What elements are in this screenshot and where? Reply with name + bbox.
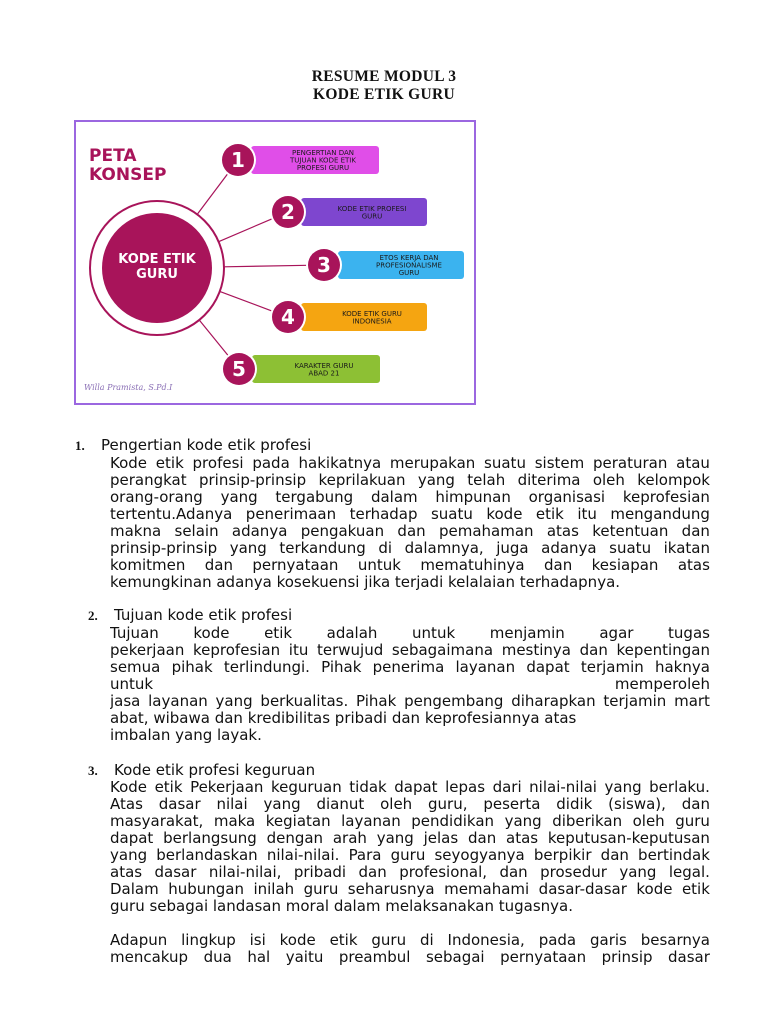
s3-line: Kode etik Pekerjaan keguruan tidak dapat lepas dari nilai-nilai yang berlaku.: [110, 779, 710, 796]
section-3-number: 3.: [88, 763, 98, 778]
section-2-body: [110, 625, 710, 744]
topic-label: TUJUAN KODE ETIK: [290, 156, 356, 165]
topic-label: ETOS KERJA DAN: [379, 254, 439, 262]
number-badge-label: 1: [231, 148, 245, 172]
center-label: KODE ETIK: [118, 252, 196, 267]
section-3-body: [110, 779, 710, 915]
document-subtitle: KODE ETIK GURU: [313, 86, 455, 103]
s3-line: Dalam hubungan inilah guru seharusnya memahami dasar-dasar kode etik: [110, 881, 710, 898]
concept-map-figure: [74, 120, 476, 405]
section-2-heading: [88, 606, 292, 625]
s1-line: kemungkinan adanya kosekuensi jika terjadi kelalaian terhadapnya.: [110, 574, 621, 591]
s3-line: guru sebagai landasan moral dalam melaksanakan tugasnya.: [110, 898, 574, 915]
s2-line: jasa layanan yang berkualitas. Pihak pengembang diharapkan terjamin mart: [110, 693, 710, 710]
s2-line: abat, wibawa dan kredibilitas pribadi dan keprofesiannya atas: [110, 710, 577, 727]
section-3-title: Kode etik profesi keguruan: [114, 761, 316, 779]
section-3-body-continued: [110, 932, 710, 966]
section-1-number: 1.: [75, 438, 85, 453]
connector-line: [220, 291, 272, 311]
s2-line: semua pihak terlindungi. Pihak penerima layanan dapat terjamin haknya: [110, 659, 710, 676]
section-1-title: Pengertian kode etik profesi: [101, 436, 312, 454]
connector-line: [197, 174, 228, 215]
s3-line: dapat berlangsung dengan arah yang jelas dan atas keputusan-keputusan: [110, 830, 710, 847]
topic-label: KODE ETIK PROFESI: [337, 204, 407, 213]
section-1-body: [110, 455, 710, 591]
topic-label: PROFESI GURU: [296, 164, 350, 172]
s3-extra-line: Adapun lingkup isi kode etik guru di Indonesia, pada garis besarnya: [110, 932, 710, 949]
topic-label: GURU: [361, 212, 383, 221]
section-2-number: 2.: [88, 608, 98, 623]
concept-map-heading-2: KONSEP: [89, 165, 167, 185]
center-label-2: GURU: [136, 267, 178, 282]
topic-label: KARAKTER GURU: [294, 361, 354, 370]
s1-line: Kode etik profesi pada hakikatnya merupakan suatu sistem peraturan atau: [110, 455, 710, 472]
section-2-title: Tujuan kode etik profesi: [114, 606, 293, 624]
topic-label: ABAD 21: [308, 369, 340, 378]
s3-line: Atas dasar nilai yang dianut oleh guru, peserta didik (siswa), dan: [110, 796, 710, 813]
concept-map-graphic: [76, 122, 474, 403]
number-badge-label: 2: [281, 200, 295, 224]
s1-line: komitmen dan pernyataan untuk mematuhinya dan kesiapan atas: [110, 557, 710, 574]
connector-line: [224, 265, 307, 266]
s3-line: yang berlandaskan nilai-nilai. Para guru seyogyanya berpikir dan bertindak: [110, 847, 710, 864]
section-3-heading: [88, 761, 315, 780]
number-badge-label: 5: [232, 357, 246, 381]
connector-line: [199, 320, 228, 356]
s3-line: masyarakat, maka kegiatan layanan pendidikan yang diberikan oleh guru: [110, 813, 710, 830]
s2-line: pekerjaan keprofesian itu terwujud sebagaimana mestinya dan kepentingan: [110, 642, 710, 659]
s2-line: imbalan yang layak.: [110, 727, 262, 744]
topic-label: GURU: [398, 269, 420, 277]
section-1-heading: [75, 436, 311, 455]
s1-line: perangkat prinsip-prinsip keprilakuan yang telah diterima oleh kelompok: [110, 472, 710, 489]
topic-label: INDONESIA: [352, 317, 392, 326]
s1-line: prinsip-prinsip yang terkandung di dalamnya, juga adanya suatu ikatan: [110, 540, 710, 557]
credit-signature: Willa Pramista, S.Pd.I: [84, 383, 173, 392]
s1-line: makna selain adanya pengakuan dan pemahaman atas ketentuan dan: [110, 523, 710, 540]
topic-label: KODE ETIK GURU: [342, 309, 402, 318]
number-badge-label: 4: [281, 305, 295, 329]
connector-line: [219, 219, 273, 242]
s3-extra-line: mencakup dua hal yaitu preambul sebagai pernyataan prinsip dasar: [110, 949, 710, 966]
s3-line: atas dasar nilai-nilai, pribadi dan profesional, dan prosedur yang legal.: [110, 864, 710, 881]
concept-map-heading: PETA: [89, 146, 137, 166]
s1-line: orang-orang yang tergabung dalam himpunan organisasi keprofesian: [110, 489, 710, 506]
topic-label: PENGERTIAN DAN: [292, 149, 354, 157]
s2-line: Tujuan kode etik adalah untuk menjamin agar tugas: [110, 625, 710, 642]
topic-label: PROFESIONALISME: [376, 261, 442, 270]
document-title: RESUME MODUL 3: [311, 68, 457, 85]
s1-line: tertentu.Adanya penerimaan terhadap suatu kode etik itu mengandung: [110, 506, 710, 523]
s2-line: untuk memperoleh: [110, 676, 710, 693]
number-badge-label: 3: [317, 253, 331, 277]
